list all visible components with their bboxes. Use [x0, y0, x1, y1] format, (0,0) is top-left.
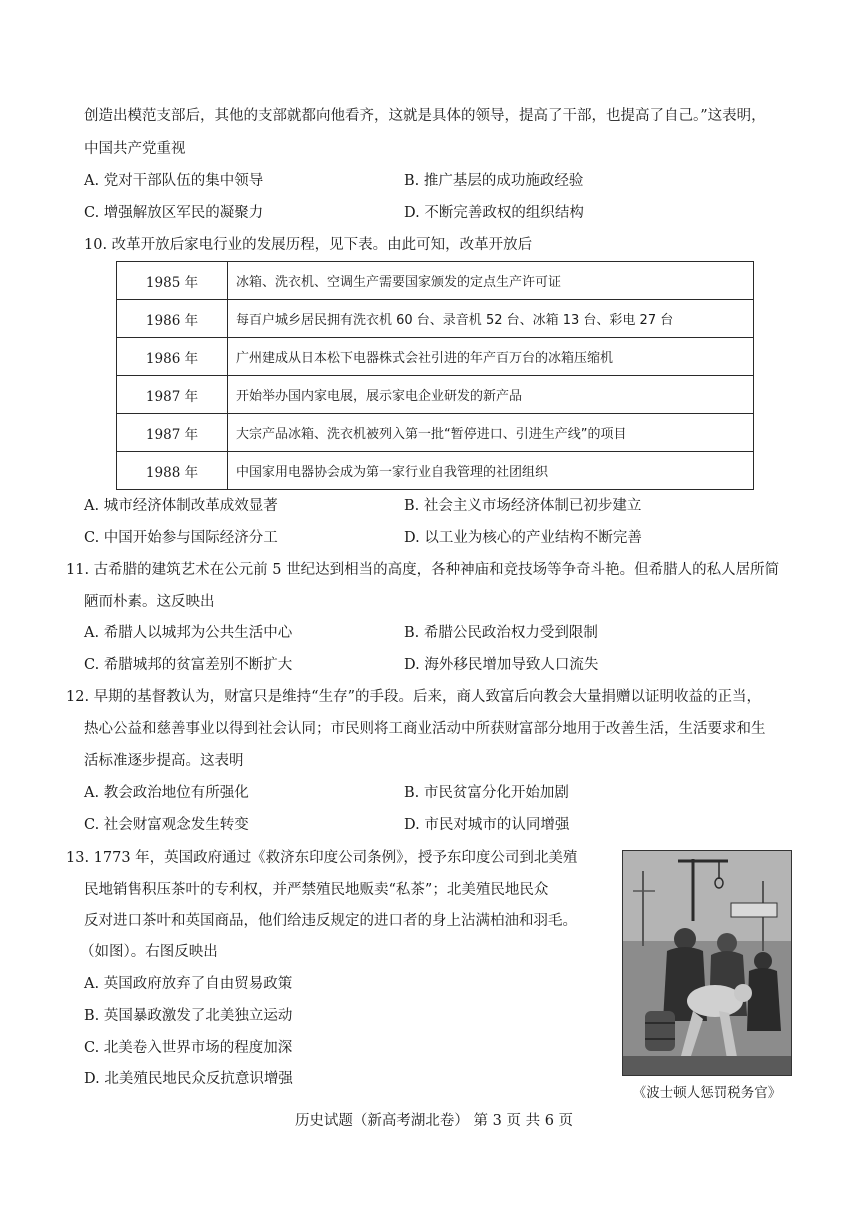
q12-option-a[interactable]: A. 教会政治地位有所强化: [84, 785, 249, 801]
table-cell-event: 大宗产品冰箱、洗衣机被列入第一批“暂停进口、引进生产线”的项目: [228, 414, 754, 452]
table-cell-event: 开始举办国内家电展，展示家电企业研发的新产品: [228, 376, 754, 414]
q11-options-row-1: [84, 623, 598, 643]
q12-options-row-2: [84, 815, 570, 835]
table-cell-event: 广州建成从日本松下电器株式会社引进的年产百万台的冰箱压缩机: [228, 338, 754, 376]
table-cell-year: 1988 年: [117, 452, 228, 490]
q10-option-a[interactable]: A. 城市经济体制改革成效显著: [84, 498, 278, 514]
q11-stem-line-1: 11. 古希腊的建筑艺术在公元前 5 世纪达到相当的高度，各种神庙和竞技场等争奇斗艳。但希腊人的私人居所简: [66, 562, 780, 578]
q9-stem-line-1: 创造出模范支部后，其他的支部就都向他看齐，这就是具体的领导，提高了干部，也提高了自己。”这表明，: [84, 108, 766, 124]
q10-options-row-2: [84, 528, 642, 548]
table-cell-year: 1985 年: [117, 262, 228, 300]
table-row: [117, 452, 754, 490]
q13-stem-line-3: 反对进口茶叶和英国商品，他们给违反规定的进口者的身上沾满柏油和羽毛。: [84, 913, 577, 929]
q12-stem-line-3: 活标准逐步提高。这表明: [84, 753, 244, 769]
table-cell-event: 中国家用电器协会成为第一家行业自我管理的社团组织: [228, 452, 754, 490]
q13-option-a[interactable]: A. 英国政府放弃了自由贸易政策: [84, 976, 293, 992]
q12-option-c[interactable]: C. 社会财富观念发生转变: [84, 817, 249, 833]
q12-option-d[interactable]: D. 市民对城市的认同增强: [404, 817, 570, 833]
q11-option-a[interactable]: A. 希腊人以城邦为公共生活中心: [84, 625, 293, 641]
engraving-illustration: [623, 851, 791, 1075]
q13-stem-line-1: 13. 1773 年，英国政府通过《救济东印度公司条例》，授予东印度公司到北美殖: [66, 850, 578, 866]
q12-options-row-1: [84, 783, 569, 803]
table-cell-year: 1987 年: [117, 376, 228, 414]
q9-option-b[interactable]: B. 推广基层的成功施政经验: [404, 173, 584, 189]
q9-options-row-2: [84, 203, 584, 223]
q11-stem-line-2: 陋而朴素。这反映出: [84, 594, 215, 610]
table-cell-year: 1987 年: [117, 414, 228, 452]
q11-option-d[interactable]: D. 海外移民增加导致人口流失: [404, 657, 599, 673]
q13-option-d[interactable]: D. 北美殖民地民众反抗意识增强: [84, 1071, 293, 1087]
q10-table: [116, 261, 754, 490]
q9-option-d[interactable]: D. 不断完善政权的组织结构: [404, 205, 584, 221]
q13-stem-line-2: 民地销售积压茶叶的专利权，并严禁殖民地贩卖“私茶”；北美殖民地民众: [84, 882, 549, 898]
q10-option-d[interactable]: D. 以工业为核心的产业结构不断完善: [404, 530, 642, 546]
table-row: [117, 414, 754, 452]
q10-option-c[interactable]: C. 中国开始参与国际经济分工: [84, 530, 278, 546]
q11-options-row-2: [84, 655, 599, 675]
q9-option-c[interactable]: C. 增强解放区军民的凝聚力: [84, 205, 264, 221]
page-footer: 历史试题（新高考湖北卷） 第 3 页 共 6 页: [294, 1113, 574, 1129]
q11-option-c[interactable]: C. 希腊城邦的贫富差别不断扩大: [84, 657, 293, 673]
q13-option-b[interactable]: B. 英国暴政激发了北美独立运动: [84, 1008, 293, 1024]
table-row: [117, 338, 754, 376]
table-row: [117, 376, 754, 414]
table-row: [117, 262, 754, 300]
q12-option-b[interactable]: B. 市民贫富分化开始加剧: [404, 785, 569, 801]
q10-option-b[interactable]: B. 社会主义市场经济体制已初步建立: [404, 498, 642, 514]
q10-stem: 10. 改革开放后家电行业的发展历程，见下表。由此可知，改革开放后: [84, 237, 533, 253]
q13-option-c[interactable]: C. 北美卷入世界市场的程度加深: [84, 1040, 293, 1056]
table-cell-year: 1986 年: [117, 338, 228, 376]
q10-options-row-1: [84, 496, 642, 516]
table-cell-year: 1986 年: [117, 300, 228, 338]
q9-option-a[interactable]: A. 党对干部队伍的集中领导: [84, 173, 264, 189]
q11-option-b[interactable]: B. 希腊公民政治权力受到限制: [404, 625, 598, 641]
q9-options-row-1: [84, 171, 584, 191]
table-row: [117, 300, 754, 338]
boston-engraving-image: [622, 850, 792, 1076]
table-cell-event: 冰箱、洗衣机、空调生产需要国家颁发的定点生产许可证: [228, 262, 754, 300]
q13-stem-line-4: （如图）。右图反映出: [80, 944, 218, 960]
q12-stem-line-2: 热心公益和慈善事业以得到社会认同；市民则将工商业活动中所获财富部分地用于改善生活，生活要求和生: [84, 721, 766, 737]
image-caption: 《波士顿人惩罚税务官》: [632, 1085, 782, 1101]
table-cell-event: 每百户城乡居民拥有洗衣机 60 台、录音机 52 台、冰箱 13 台、彩电 27 台: [228, 300, 754, 338]
q9-stem-line-2: 中国共产党重视: [84, 141, 186, 157]
q12-stem-line-1: 12. 早期的基督教认为，财富只是维持“生存”的手段。后来，商人致富后向教会大量捐赠以证明收益的正当，: [66, 689, 761, 705]
